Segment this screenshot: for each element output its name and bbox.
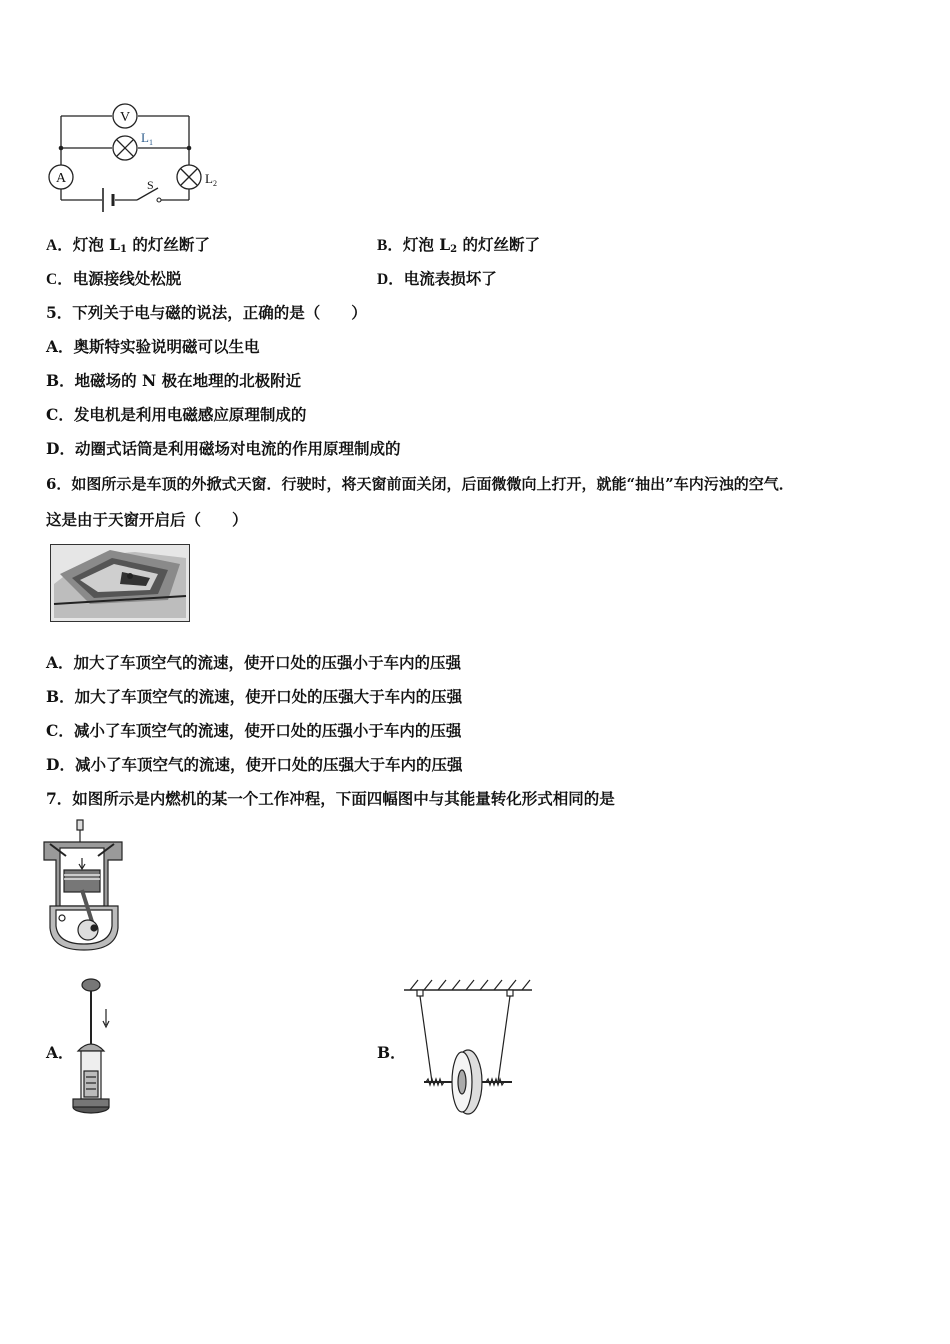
q5-stem: 5．下列关于电与磁的说法，正确的是（ ） [46,303,367,322]
q5-option-d: D．动圈式话筒是利用磁场对电流的作用原理制成的 [46,439,401,458]
q7-option-b-label: B． [377,1043,406,1062]
q4-option-c: C．电源接线处松脱 [46,269,182,288]
q4-option-a: A．灯泡 $L_1$ 的灯丝断了 [46,235,210,255]
q6-stem-line1: 6．如图所示是车顶的外掀式天窗．行驶时，将天窗前面关闭，后面微微向上打开，就能“抽出”车内污浊的空气． [46,475,794,493]
q7-stem: 7．如图所示是内燃机的某一个工作冲程，下面四幅图中与其能量转化形式相同的是 [46,789,615,808]
switch-label: S [147,178,154,192]
q6-option-a: A．加大了车顶空气的流速，使开口处的压强小于车内的压强 [46,653,462,672]
circuit-diagram [40,96,240,221]
q5-option-a: A．奥斯特实验说明磁可以生电 [46,337,260,356]
q6-option-d: D．减小了车顶空气的流速，使开口处的压强大于车内的压强 [46,755,463,774]
q5-option-c: C．发电机是利用电磁感应原理制成的 [46,405,307,424]
engine-diagram [42,818,128,954]
q4-option-d: D．电流表损坏了 [377,269,497,288]
ammeter-label: A [55,171,67,186]
q4-option-b: B．灯泡 $L_2$ 的灯丝断了 [377,235,541,255]
q5-option-b: B．地磁场的 N 极在地理的北极附近 [46,371,302,390]
q6-option-b: B．加大了车顶空气的流速，使开口处的压强大于车内的压强 [46,687,463,706]
q6-option-c: C．减小了车顶空气的流速，使开口处的压强小于车内的压强 [46,721,462,740]
sunroof-photo [50,544,190,622]
l1-label: $L_1$ [141,130,153,147]
q6-stem-line2: 这是由于天窗开启后（ ） [46,510,248,529]
l2-label: $L_2$ [205,171,217,188]
fire-piston-diagram [68,975,118,1117]
maxwell-wheel-diagram [400,974,536,1120]
voltmeter-label: V [119,110,131,125]
q7-option-a-label: A． [46,1043,74,1062]
